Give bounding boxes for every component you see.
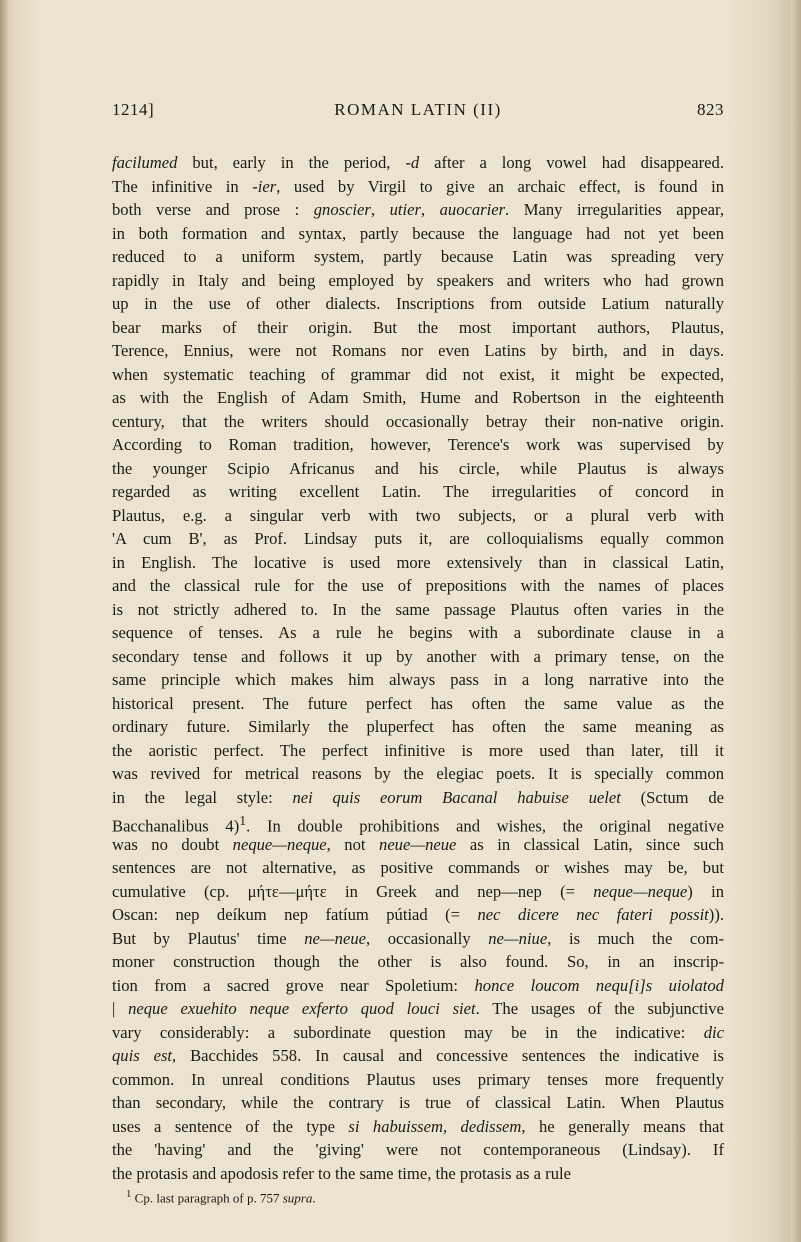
page-number: 823 — [697, 100, 724, 119]
section-number: 1214] — [112, 100, 155, 119]
text-line: as with the English of Adam Smith, Hume and Robertson in the eighteenth — [112, 388, 724, 407]
text-line: vary considerably: a subordinate question may be in the indicative: dic — [112, 1022, 724, 1042]
text-line: sequence of tenses. As a rule he begins with a subordinate clause in a — [112, 623, 724, 642]
text-line: The infinitive in -ier, used by Virgil to give an archaic effect, is found in — [112, 176, 724, 196]
text-line: the younger Scipio Africanus and his circle, while Plautus is always — [112, 458, 724, 478]
text-line: the protasis and apodosis refer to the same time, the protasis as a rule — [112, 1163, 571, 1183]
text-line: bear marks of their origin. But the most important authors, Plautus, — [112, 317, 724, 337]
text-line: Terence, Ennius, were not Romans nor even Latins by birth, and in days. — [112, 341, 724, 360]
text-line: was revived for metrical reasons by the elegiac poets. It is specially common — [112, 764, 724, 783]
text-line: common. In unreal conditions Plautus uses primary tenses more frequently — [112, 1069, 724, 1089]
page-edge-right — [791, 0, 801, 1242]
text-line: same principle which makes him always pass in a long narrative into the — [112, 670, 724, 689]
running-title: ROMAN LATIN (II) — [334, 100, 502, 119]
text-line: in English. The locative is used more extensively than in classical Latin, — [112, 552, 724, 572]
text-line: ordinary future. Similarly the pluperfect has often the same meaning as — [112, 717, 724, 736]
text-line: when systematic teaching of grammar did not exist, it might be expected, — [112, 364, 724, 384]
text-line: rapidly in Italy and being employed by speakers and writers who had grown — [112, 270, 724, 290]
text-line: up in the use of other dialects. Inscriptions from outside Latium naturally — [112, 294, 724, 313]
text-line: regarded as writing excellent Latin. The irregularities of concord in — [112, 482, 724, 501]
text-line: cumulative (cp. μήτε—μήτε in Greek and nep—nep (= neque—neque) in — [112, 881, 724, 901]
text-line: moner construction though the other is also found. So, in an inscrip- — [112, 952, 724, 971]
text-line: century, that the writers should occasionally betray their non-native origin. — [112, 411, 724, 431]
text-line: than secondary, while the contrary is true of classical Latin. When Plautus — [112, 1093, 724, 1112]
body-text — [112, 151, 724, 1185]
text-line: Bacchanalibus 4)$^1$. In double prohibitions and wishes, the original negative — [112, 813, 724, 836]
text-line: uses a sentence of the type si habuissem, dedissem, he generally means that — [112, 1116, 724, 1136]
text-line: But by Plautus' time ne—neue, occasionally ne—niue, is much the com- — [112, 928, 724, 948]
page-edge-left — [0, 0, 8, 1242]
text-line: tion from a sacred grove near Spoletium: honce loucom nequ[i]s uiolatod — [112, 975, 724, 995]
text-line: historical present. The future perfect has often the same value as the — [112, 693, 724, 713]
text-line: and the classical rule for the use of prepositions with the names of places — [112, 576, 724, 595]
text-line: the 'having' and the 'giving' were not contemporaneous (Lindsay). If — [112, 1140, 724, 1159]
text-line: sentences are not alternative, as positive commands or wishes may be, but — [112, 858, 724, 877]
text-line: the aoristic perfect. The perfect infinitive is more used than later, till it — [112, 740, 724, 760]
running-header — [112, 100, 724, 124]
text-line: in the legal style: nei quis eorum Bacanal habuise uelet (Sctum de — [112, 787, 724, 807]
text-line: was no doubt neque—neque, not neue—neue as in classical Latin, since such — [112, 834, 724, 854]
text-line: in both formation and syntax, partly because the language had not yet been — [112, 223, 724, 243]
text-line: Plautus, e.g. a singular verb with two subjects, or a plural verb with — [112, 505, 724, 525]
text-line: According to Roman tradition, however, Terence's work was supervised by — [112, 435, 724, 454]
text-line: both verse and prose : gnoscier, utier, auocarier. Many irregularities appear, — [112, 200, 724, 219]
text-line: 'A cum B', as Prof. Lindsay puts it, are colloquialisms equally common — [112, 529, 724, 548]
text-line: Oscan: nep deíkum nep fatíum pútiad (= nec dicere nec fateri possit)). — [112, 905, 724, 924]
text-line: | neque exuehito neque exferto quod louci siet. The usages of the subjunctive — [112, 999, 724, 1018]
text-line: quis est, Bacchides 558. In causal and concessive sentences the indicative is — [112, 1046, 724, 1065]
text-line: is not strictly adhered to. In the same passage Plautus often varies in the — [112, 599, 724, 619]
text-line: facilumed but, early in the period, -d after a long vowel had disappeared. — [112, 153, 724, 172]
text-line: secondary tense and follows it up by another with a primary tense, on the — [112, 646, 724, 666]
footnote: $^1$ Cp. last paragraph of p. 757 supra. — [126, 1188, 316, 1206]
text-line: reduced to a uniform system, partly because Latin was spreading very — [112, 247, 724, 266]
